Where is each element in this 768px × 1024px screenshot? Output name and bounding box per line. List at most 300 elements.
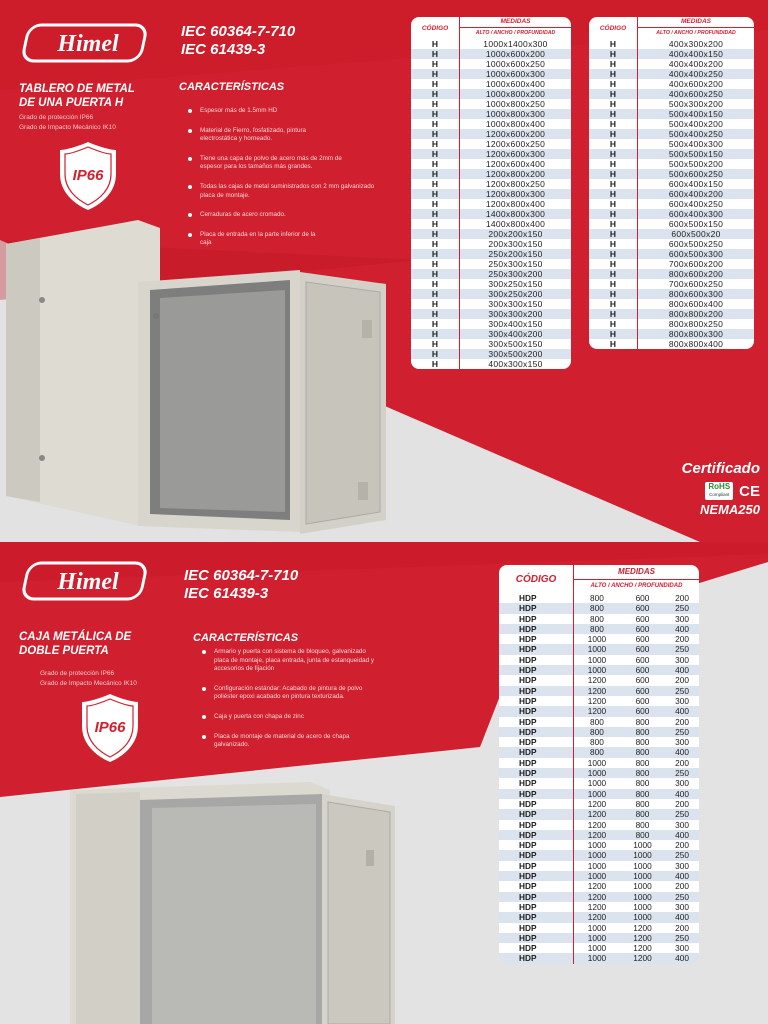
cell-codigo: H xyxy=(411,39,460,49)
feature-item: Todas las cajas de metal suministrados con 2 mm galvanizado placa de montaje. xyxy=(186,183,376,200)
table-row xyxy=(411,199,571,209)
cell-medida: 300 xyxy=(675,860,689,871)
cell-medida: 300 xyxy=(675,654,689,665)
cell-codigo: H xyxy=(589,139,638,149)
cell-codigo: H xyxy=(589,279,638,289)
cell-codigo: H xyxy=(589,199,638,209)
cell-medidas: 500x400x250 xyxy=(638,129,755,139)
cell-medidas: 1000x600x400 xyxy=(485,79,546,89)
cell-codigo: H xyxy=(411,49,460,59)
cell-codigo: H xyxy=(589,339,638,349)
cell-codigo: H xyxy=(589,329,638,339)
cell-codigo: H xyxy=(411,249,460,259)
cell-medida: 200 xyxy=(675,593,689,603)
feature-item: Caja y puerta con chapa de zinc xyxy=(200,713,380,722)
table-row xyxy=(589,109,754,119)
cell-medida: 200 xyxy=(675,634,689,645)
cell-medida: 400 xyxy=(665,830,699,840)
table-row xyxy=(411,289,571,299)
cell-medidas: 500x400x300 xyxy=(668,139,724,149)
cell-medida: 1000 xyxy=(633,901,652,912)
cell-codigo: H xyxy=(411,309,460,319)
feature-item: Configuración estándar: Acabado de pintura de polvo poliéster epoxi acabado en pintura texturizada. xyxy=(200,685,380,702)
cell-medidas: 800x800x400 xyxy=(668,339,724,349)
cell-medidas: 200x200x150 xyxy=(460,229,572,239)
cell-medida: 250 xyxy=(665,933,699,943)
cell-medidas: 1200x600x250 xyxy=(485,139,546,149)
table-row xyxy=(411,129,571,139)
cell-medida: 300 xyxy=(675,778,689,789)
svg-text:Himel: Himel xyxy=(57,31,119,57)
cell-medidas: 400x400x150 xyxy=(638,49,755,59)
cell-codigo: H xyxy=(411,129,460,139)
cell-medida: 800 xyxy=(635,819,650,830)
table-row xyxy=(499,675,699,685)
cell-medidas: 500x600x250 xyxy=(638,169,755,179)
table-row xyxy=(499,871,699,881)
cell-medidas: 1000x800x300 xyxy=(460,109,572,119)
table-row xyxy=(411,209,571,219)
cell-medidas: 250x300x200 xyxy=(460,269,572,279)
table-row xyxy=(499,912,699,922)
cell-medidas: 700x600x250 xyxy=(668,279,724,289)
cell-medida: 1000 xyxy=(587,922,607,933)
cell-codigo: HDP xyxy=(499,686,574,696)
table-row xyxy=(499,768,699,778)
cell-medidas: 1400x800x400 xyxy=(485,219,546,229)
table-row xyxy=(499,665,699,675)
table-row xyxy=(499,778,699,788)
cell-medidas: 500x500x200 xyxy=(668,159,724,169)
features-heading: CARACTERÍSTICAS xyxy=(179,81,285,93)
cell-codigo: H xyxy=(589,299,638,309)
table-row xyxy=(589,239,754,249)
table-row xyxy=(499,706,699,716)
cell-codigo: H xyxy=(589,79,638,89)
svg-text:IP66: IP66 xyxy=(94,719,126,736)
cell-medidas: 300x250x200 xyxy=(460,289,572,299)
table-row xyxy=(589,99,754,109)
table-row xyxy=(411,39,571,49)
cell-codigo: H xyxy=(411,159,460,169)
cell-codigo: H xyxy=(589,189,638,199)
cell-medidas: 1400x800x300 xyxy=(460,209,572,219)
col-header-sub: ALTO / ANCHO / PROFUNDIDAD xyxy=(574,579,700,593)
cell-codigo: H xyxy=(411,79,460,89)
standards xyxy=(184,567,298,603)
cell-medidas: 600x500x250 xyxy=(668,239,724,249)
cell-codigo: HDP xyxy=(499,717,574,727)
table-row xyxy=(411,269,571,279)
table-row xyxy=(411,109,571,119)
cell-codigo: H xyxy=(411,69,460,79)
table-row xyxy=(499,840,699,850)
cell-medidas: 1200x800x400 xyxy=(485,199,546,209)
cell-medida: 1200 xyxy=(587,819,607,830)
rohs-compliant-icon: RoHS Compliant xyxy=(705,482,733,500)
cell-medida: 400 xyxy=(665,665,699,675)
cell-codigo: H xyxy=(411,359,460,369)
feature-item: Tiene una capa de polvo de acero más de 2mm de espesor para los tamaños más grandes. xyxy=(186,155,376,172)
cell-codigo: H xyxy=(589,99,638,109)
table-row xyxy=(411,219,571,229)
cell-medidas: 500x400x200 xyxy=(668,119,724,129)
cell-medida: 300 xyxy=(675,819,689,830)
ip66-shield-badge xyxy=(56,140,120,212)
cell-codigo: H xyxy=(589,129,638,139)
cell-medida: 1000 xyxy=(620,912,665,922)
cell-medida: 250 xyxy=(665,850,699,860)
feature-item: Cerraduras de acero cromado. xyxy=(186,211,376,220)
cell-medidas: 1200x600x200 xyxy=(460,129,572,139)
cell-medidas: 400x300x200 xyxy=(668,39,724,49)
measures-table-1 xyxy=(411,17,571,369)
measures-table-2 xyxy=(589,17,754,349)
product-title: TABLERO DE METAL DE UNA PUERTA H xyxy=(19,83,135,109)
cell-codigo: HDP xyxy=(499,758,574,768)
cell-codigo: H xyxy=(589,59,638,69)
cell-medida: 1000 xyxy=(587,634,607,645)
col-header-codigo: CÓDIGO xyxy=(589,17,638,39)
table-row xyxy=(589,59,754,69)
cell-codigo: HDP xyxy=(499,809,574,819)
table-row xyxy=(589,249,754,259)
cell-medida: 1200 xyxy=(587,798,607,809)
cell-medidas: 600x400x250 xyxy=(668,199,724,209)
table-row xyxy=(499,943,699,953)
table-row xyxy=(589,79,754,89)
table-row xyxy=(499,789,699,799)
cell-codigo: HDP xyxy=(499,902,574,912)
cell-medidas: 800x800x200 xyxy=(638,309,755,319)
cell-medida: 250 xyxy=(665,892,699,902)
table-row xyxy=(411,359,571,369)
cell-medida: 300 xyxy=(675,613,689,624)
cell-codigo: HDP xyxy=(499,644,574,654)
cell-codigo: H xyxy=(411,199,460,209)
cell-medida: 1000 xyxy=(633,840,652,851)
standard-1: IEC 60364-7-710 xyxy=(181,23,296,40)
table-row xyxy=(499,809,699,819)
cell-codigo: HDP xyxy=(499,943,574,953)
cell-medidas: 600x400x150 xyxy=(668,179,724,189)
col-header-sub: ALTO / ANCHO / PROFUNDIDAD xyxy=(460,27,572,39)
table-row xyxy=(411,179,571,189)
feature-item: Placa de montaje de material de acero de chapa galvanizado. xyxy=(200,733,380,750)
ce-mark-icon: CE xyxy=(739,482,760,500)
cell-medida: 800 xyxy=(620,727,665,737)
cell-medidas: 1200x600x300 xyxy=(460,149,572,159)
double-door-panel xyxy=(0,542,768,1024)
cell-codigo: HDP xyxy=(499,696,574,706)
cell-codigo: H xyxy=(589,109,638,119)
cell-medida: 400 xyxy=(665,953,699,963)
cell-medidas: 1000x800x250 xyxy=(485,99,546,109)
cell-medidas: 600x400x300 xyxy=(638,209,755,219)
table-row xyxy=(589,139,754,149)
cell-codigo: H xyxy=(411,179,460,189)
cell-codigo: H xyxy=(411,59,460,69)
cell-medida: 1200 xyxy=(587,881,607,892)
cell-medida: 1000 xyxy=(574,871,620,881)
cell-codigo: HDP xyxy=(499,737,574,747)
cell-medida: 800 xyxy=(620,809,665,819)
cell-medida: 200 xyxy=(675,881,689,892)
cell-medida: 250 xyxy=(665,768,699,778)
table-row xyxy=(411,59,571,69)
cell-medidas: 800x800x300 xyxy=(638,329,755,339)
cell-medida: 1200 xyxy=(587,695,607,706)
cell-medida: 400 xyxy=(665,871,699,881)
table-row xyxy=(589,89,754,99)
cell-medida: 1200 xyxy=(620,933,665,943)
col-header-medidas: MEDIDAS xyxy=(618,567,655,577)
cell-medida: 1200 xyxy=(587,675,607,686)
table-row xyxy=(499,902,699,912)
cell-codigo: H xyxy=(589,149,638,159)
table-row xyxy=(411,229,571,239)
ip66-badge xyxy=(78,692,142,764)
cell-medidas: 500x400x150 xyxy=(638,109,755,119)
table-row xyxy=(589,309,754,319)
cell-medidas: 800x600x400 xyxy=(668,299,724,309)
table-row xyxy=(411,339,571,349)
cell-medidas: 800x600x200 xyxy=(638,269,755,279)
cell-medidas: 1000x800x400 xyxy=(485,119,546,129)
table-row xyxy=(499,799,699,809)
standard-1: IEC 60364-7-710 xyxy=(184,567,299,584)
cell-medidas: 300x500x200 xyxy=(460,349,572,359)
feature-item: Espesor más de 1.5mm HD xyxy=(186,107,376,116)
himel-logo xyxy=(22,22,152,64)
cell-medida: 800 xyxy=(620,830,665,840)
cell-medida: 1000 xyxy=(574,850,620,860)
cell-medida: 1000 xyxy=(633,881,652,892)
cell-medida: 800 xyxy=(574,747,620,757)
cell-medidas: 300x400x150 xyxy=(488,319,543,329)
table-row xyxy=(589,229,754,239)
table-row xyxy=(499,717,699,727)
ip66-badge xyxy=(56,140,120,212)
cell-medida: 300 xyxy=(675,943,689,954)
table-row xyxy=(411,69,571,79)
table-row xyxy=(589,219,754,229)
cell-codigo: H xyxy=(589,269,638,279)
col-header-codigo: CÓDIGO xyxy=(499,565,574,593)
cell-codigo: HDP xyxy=(499,933,574,943)
cell-medida: 1000 xyxy=(587,654,607,665)
certification-block xyxy=(682,460,760,517)
cell-medida: 1000 xyxy=(587,860,607,871)
cell-codigo: H xyxy=(411,339,460,349)
cell-codigo: H xyxy=(589,289,638,299)
table-row xyxy=(499,933,699,943)
cell-codigo: H xyxy=(589,69,638,79)
cell-codigo: HDP xyxy=(499,665,574,675)
table-row xyxy=(499,624,699,634)
cell-codigo: HDP xyxy=(499,624,574,634)
table-row xyxy=(411,169,571,179)
cell-codigo: H xyxy=(411,109,460,119)
cell-codigo: H xyxy=(411,89,460,99)
cell-codigo: H xyxy=(589,219,638,229)
table-row xyxy=(589,209,754,219)
cell-medidas: 600x400x200 xyxy=(638,189,755,199)
cell-medida: 800 xyxy=(635,716,650,727)
table-row xyxy=(589,259,754,269)
cell-medida: 1200 xyxy=(574,706,620,716)
cell-medida: 800 xyxy=(635,757,650,768)
cell-medida: 400 xyxy=(665,747,699,757)
cell-medida: 600 xyxy=(620,624,665,634)
table-row xyxy=(499,923,699,933)
cell-medidas: 600x500x300 xyxy=(638,249,755,259)
cell-medida: 300 xyxy=(675,695,689,706)
cell-codigo: H xyxy=(411,229,460,239)
cell-medidas: 1200x800x250 xyxy=(485,179,546,189)
table-row xyxy=(589,39,754,49)
table-row xyxy=(411,299,571,309)
cell-codigo: H xyxy=(411,169,460,179)
cell-medida: 200 xyxy=(675,757,689,768)
cell-codigo: H xyxy=(411,279,460,289)
cell-medida: 800 xyxy=(574,624,620,634)
cell-codigo: H xyxy=(589,309,638,319)
cell-medida: 1200 xyxy=(620,953,665,963)
cell-medida: 800 xyxy=(635,778,650,789)
cell-medida: 250 xyxy=(665,809,699,819)
cell-medida: 800 xyxy=(620,789,665,799)
table-row xyxy=(499,892,699,902)
cell-codigo: H xyxy=(589,239,638,249)
cell-medidas: 400x300x150 xyxy=(488,359,543,369)
protection-grades: Grado de protección IP66 Grado de Impacto Mecánico IK10 xyxy=(40,670,137,687)
cell-medida: 250 xyxy=(665,727,699,737)
cell-codigo: H xyxy=(411,349,460,359)
table-row xyxy=(499,696,699,706)
table-row xyxy=(499,593,699,603)
cell-codigo: HDP xyxy=(499,923,574,933)
table-row xyxy=(589,299,754,309)
cell-codigo: HDP xyxy=(499,850,574,860)
table-row xyxy=(499,850,699,860)
cell-codigo: H xyxy=(589,49,638,59)
table-row xyxy=(589,69,754,79)
cell-medida: 600 xyxy=(620,603,665,613)
cell-medida: 400 xyxy=(665,624,699,634)
cell-medidas: 1200x600x400 xyxy=(485,159,546,169)
cell-codigo: H xyxy=(411,139,460,149)
protection-grades: Grado de protección IP66 Grado de Impacto Mecánico IK10 xyxy=(19,114,116,131)
cell-codigo: HDP xyxy=(499,655,574,665)
cell-codigo: HDP xyxy=(499,799,574,809)
svg-text:Himel: Himel xyxy=(57,569,119,595)
cell-medidas: 600x500x150 xyxy=(668,219,724,229)
cell-medida: 600 xyxy=(620,686,665,696)
cell-codigo: H xyxy=(411,289,460,299)
table-row xyxy=(411,309,571,319)
table-row xyxy=(499,737,699,747)
cell-codigo: H xyxy=(411,239,460,249)
cell-medida: 800 xyxy=(635,798,650,809)
cell-medida: 800 xyxy=(620,747,665,757)
cell-medida: 250 xyxy=(665,603,699,613)
features-heading: CARACTERÍSTICAS xyxy=(193,632,299,644)
table-row xyxy=(589,329,754,339)
cell-medida: 200 xyxy=(675,675,689,686)
cell-medida: 300 xyxy=(675,737,689,748)
table-row xyxy=(411,149,571,159)
table-row xyxy=(589,189,754,199)
cell-medida: 200 xyxy=(675,840,689,851)
cell-codigo: H xyxy=(411,119,460,129)
cell-medidas: 300x300x150 xyxy=(488,299,543,309)
cell-medidas: 300x300x200 xyxy=(460,309,572,319)
cell-medidas: 500x500x150 xyxy=(638,149,755,159)
cell-codigo: H xyxy=(411,209,460,219)
cell-medidas: 400x400x200 xyxy=(668,59,724,69)
cell-medida: 600 xyxy=(635,675,650,686)
table-row xyxy=(499,881,699,891)
single-door-cabinet-photo xyxy=(0,220,400,542)
table-row xyxy=(411,189,571,199)
product-title: CAJA METÁLICA DE DOBLE PUERTA xyxy=(19,631,132,657)
cell-codigo: H xyxy=(589,179,638,189)
cell-medida: 1000 xyxy=(620,892,665,902)
table-row xyxy=(499,747,699,757)
cell-medida: 800 xyxy=(620,768,665,778)
cell-medidas: 800x600x300 xyxy=(638,289,755,299)
table-row xyxy=(411,99,571,109)
cell-medida: 1000 xyxy=(574,644,620,654)
table-row xyxy=(499,644,699,654)
cell-codigo: HDP xyxy=(499,871,574,881)
table-row xyxy=(411,259,571,269)
cell-medida: 1000 xyxy=(587,943,607,954)
cell-medida: 800 xyxy=(574,603,620,613)
cell-medidas: 250x300x150 xyxy=(488,259,543,269)
cell-medida: 1000 xyxy=(574,953,620,963)
cell-medidas: 1000x600x200 xyxy=(460,49,572,59)
cell-codigo: HDP xyxy=(499,768,574,778)
cell-codigo: HDP xyxy=(499,778,574,788)
cell-medida: 400 xyxy=(665,912,699,922)
cell-medida: 600 xyxy=(620,665,665,675)
feature-item: Material de Fierro, fosfatizado, pintura electrostática y horneado. xyxy=(186,127,376,144)
cell-medida: 1200 xyxy=(574,892,620,902)
cell-medida: 1200 xyxy=(587,901,607,912)
cell-medida: 600 xyxy=(620,706,665,716)
cell-medida: 200 xyxy=(675,716,689,727)
table-row xyxy=(499,634,699,644)
col-header-sub: ALTO / ANCHO / PROFUNDIDAD xyxy=(638,27,755,39)
cell-medida: 800 xyxy=(590,737,604,748)
table-row xyxy=(411,279,571,289)
cell-medidas: 250x200x150 xyxy=(460,249,572,259)
table-row xyxy=(589,169,754,179)
table-row xyxy=(499,830,699,840)
cell-codigo: H xyxy=(589,89,638,99)
cell-medidas: 400x400x250 xyxy=(638,69,755,79)
standard-2: IEC 61439-3 xyxy=(181,41,266,58)
cell-medidas: 300x250x150 xyxy=(488,279,543,289)
cell-medida: 250 xyxy=(665,644,699,654)
cell-medida: 800 xyxy=(590,716,604,727)
cell-medida: 1000 xyxy=(587,757,607,768)
cell-medida: 1000 xyxy=(587,840,607,851)
cell-codigo: HDP xyxy=(499,706,574,716)
cell-codigo: HDP xyxy=(499,593,574,603)
